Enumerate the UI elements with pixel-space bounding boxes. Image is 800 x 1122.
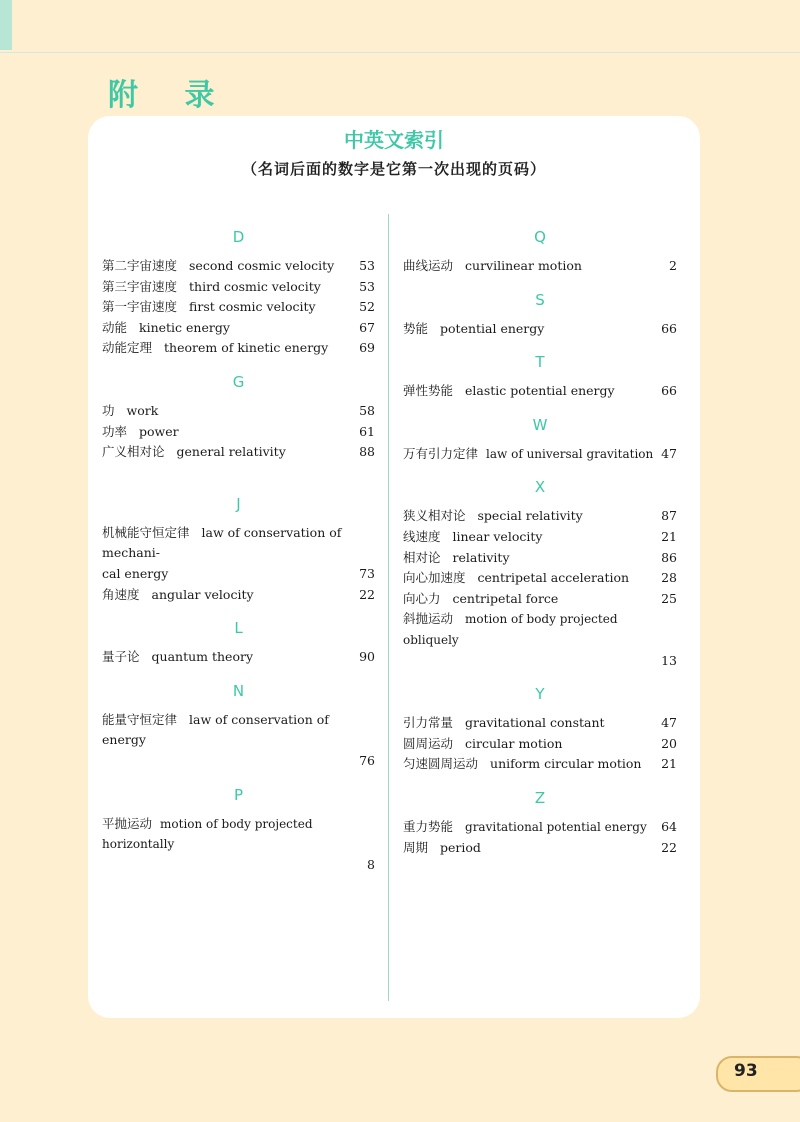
entry-page: 64	[661, 818, 677, 834]
page-number: 93	[734, 1061, 758, 1081]
entry-en: work	[126, 402, 159, 418]
index-entry	[403, 319, 677, 340]
letter-heading: S	[535, 290, 545, 309]
entry-zh: 狭义相对论	[403, 508, 466, 524]
index-entry	[102, 277, 375, 298]
entry-en: kinetic energy	[139, 319, 230, 335]
index-entry	[403, 568, 677, 589]
entry-zh: 周期	[403, 839, 429, 855]
entry-page: 53	[359, 278, 375, 294]
entry-page: 86	[661, 549, 677, 565]
entry-en: second cosmic velocity	[189, 258, 335, 273]
entry-zh: 势能	[403, 320, 429, 336]
index-entry	[403, 713, 677, 734]
entry-zh: 重力势能	[403, 818, 454, 834]
index-entry	[403, 817, 677, 838]
entry-en: motion of body projected obliquely	[403, 612, 618, 647]
entry-page: 52	[359, 299, 375, 315]
entry-page: 53	[359, 258, 375, 273]
top-rule	[0, 52, 800, 53]
corner-tab	[0, 0, 12, 50]
index-title: 中英文索引	[344, 128, 444, 152]
entry-page: 21	[661, 756, 677, 772]
index-entry	[403, 838, 677, 859]
entry-en: linear velocity	[452, 528, 543, 544]
entry-zh: 万有引力定律	[403, 445, 479, 461]
entry-page: 22	[359, 586, 375, 602]
letter-heading: G	[232, 372, 245, 391]
index-entry	[102, 338, 375, 359]
entry-zh: 线速度	[403, 528, 441, 544]
entry-en: theorem of kinetic energy	[164, 340, 329, 356]
entry-en: relativity	[452, 549, 510, 565]
entry-page: 87	[661, 508, 677, 524]
index-entry	[102, 401, 375, 422]
entry-page: 90	[359, 649, 375, 665]
entry-en: motion of body projected horizontally	[102, 816, 313, 852]
index-entry	[403, 548, 677, 569]
index-card	[88, 116, 700, 1018]
letter-heading: J	[236, 494, 241, 513]
index-entry	[403, 381, 677, 402]
entry-page: 25	[661, 590, 677, 606]
index-note: （名词后面的数字是它第一次出现的页码）	[241, 160, 546, 178]
entry-zh: 量子论	[102, 649, 140, 665]
entry-zh: 功率	[102, 423, 128, 439]
entry-page: 20	[661, 735, 677, 751]
index-entry	[403, 589, 677, 610]
entry-zh: 动能定理	[102, 340, 153, 356]
entry-en: uniform circular motion	[490, 756, 642, 772]
entry-zh: 引力常量	[403, 715, 454, 731]
index-column-right	[403, 226, 677, 858]
entry-en: special relativity	[477, 508, 583, 524]
entry-en: gravitational potential energy	[465, 819, 647, 834]
index-column-left	[102, 226, 375, 875]
index-entry	[403, 734, 677, 755]
letter-heading: Z	[534, 788, 546, 807]
entry-en: law of conservation of mechani-	[102, 524, 342, 561]
entry-zh: 斜抛运动	[403, 611, 454, 627]
entry-en: law of conservation of energy	[102, 711, 329, 748]
entry-en: potential energy	[440, 320, 545, 336]
entry-page: 47	[661, 715, 677, 731]
index-entry	[403, 754, 677, 775]
entry-zh: 第三宇宙速度	[102, 278, 178, 294]
letter-heading: D	[232, 228, 245, 246]
entry-page: 22	[661, 839, 677, 855]
entry-zh: 角速度	[102, 586, 140, 602]
entry-zh: 动能	[102, 319, 128, 335]
index-entry	[102, 585, 375, 606]
entry-page: 69	[359, 340, 375, 356]
index-entry	[403, 444, 677, 465]
entry-en: first cosmic velocity	[189, 299, 316, 315]
column-divider	[388, 214, 389, 1001]
index-entry	[102, 442, 375, 463]
entry-zh: 曲线运动	[403, 258, 454, 273]
entry-page: 2	[669, 258, 677, 273]
entry-page: 61	[359, 423, 375, 439]
entry-page: 21	[661, 528, 677, 544]
index-entry	[102, 256, 375, 277]
entry-page: 73	[359, 565, 375, 581]
entry-page: 66	[661, 383, 677, 399]
entry-page: 58	[359, 402, 375, 418]
index-entry	[403, 609, 677, 671]
entry-zh: 能量守恒定律	[102, 711, 178, 727]
entry-zh: 相对论	[403, 549, 441, 565]
entry-page: 28	[661, 570, 677, 586]
letter-heading: X	[534, 478, 546, 497]
index-entry	[403, 506, 677, 527]
entry-page: 47	[661, 445, 677, 461]
entry-en: angular velocity	[151, 586, 254, 602]
letter-heading: P	[233, 785, 244, 804]
section-heading: 附 录	[108, 78, 233, 113]
entry-zh: 圆周运动	[403, 735, 454, 751]
letter-heading: N	[232, 681, 245, 700]
entry-en: general relativity	[176, 444, 286, 460]
entry-zh: 平抛运动	[102, 815, 153, 831]
entry-zh: 匀速圆周运动	[403, 756, 479, 772]
index-entry	[102, 523, 375, 585]
entry-page: 67	[359, 319, 375, 335]
entry-page: 66	[661, 320, 677, 336]
entry-en: curvilinear motion	[465, 258, 582, 273]
entry-zh: 第一宇宙速度	[102, 299, 178, 315]
index-entry	[403, 256, 677, 277]
entry-zh: 向心加速度	[403, 570, 466, 586]
entry-zh: 第二宇宙速度	[102, 258, 178, 273]
entry-zh: 广义相对论	[102, 444, 165, 460]
entry-en: circular motion	[465, 735, 563, 751]
index-entry	[102, 814, 375, 876]
entry-page: 13	[661, 652, 677, 668]
entry-zh: 功	[102, 402, 115, 418]
index-entry	[102, 647, 375, 668]
entry-page: 8	[367, 856, 375, 872]
entry-en: elastic potential energy	[465, 383, 615, 399]
entry-zh: 向心力	[403, 590, 441, 606]
letter-heading: L	[234, 619, 243, 638]
index-entry	[102, 422, 375, 443]
entry-en: power	[139, 423, 179, 439]
entry-en: law of universal gravitation	[486, 446, 654, 461]
entry-en: gravitational constant	[465, 715, 605, 731]
letter-heading: W	[532, 415, 548, 434]
entry-page: 88	[359, 444, 375, 460]
entry-zh: 机械能守恒定律	[102, 524, 190, 540]
entry-en: period	[440, 839, 481, 855]
letter-heading: T	[535, 353, 545, 372]
entry-zh: 弹性势能	[403, 383, 454, 399]
index-entry	[102, 318, 375, 339]
index-entry	[102, 710, 375, 772]
entry-en: third cosmic velocity	[189, 278, 321, 294]
letter-heading: Y	[535, 685, 545, 704]
index-entry	[102, 297, 375, 318]
entry-en: centripetal force	[452, 590, 559, 606]
entry-en: quantum theory	[151, 649, 254, 665]
entry-page: 76	[359, 752, 375, 768]
index-entry	[403, 527, 677, 548]
entry-en-continued: cal energy	[102, 565, 169, 581]
letter-heading: Q	[534, 228, 546, 246]
entry-en: centripetal acceleration	[477, 570, 630, 586]
